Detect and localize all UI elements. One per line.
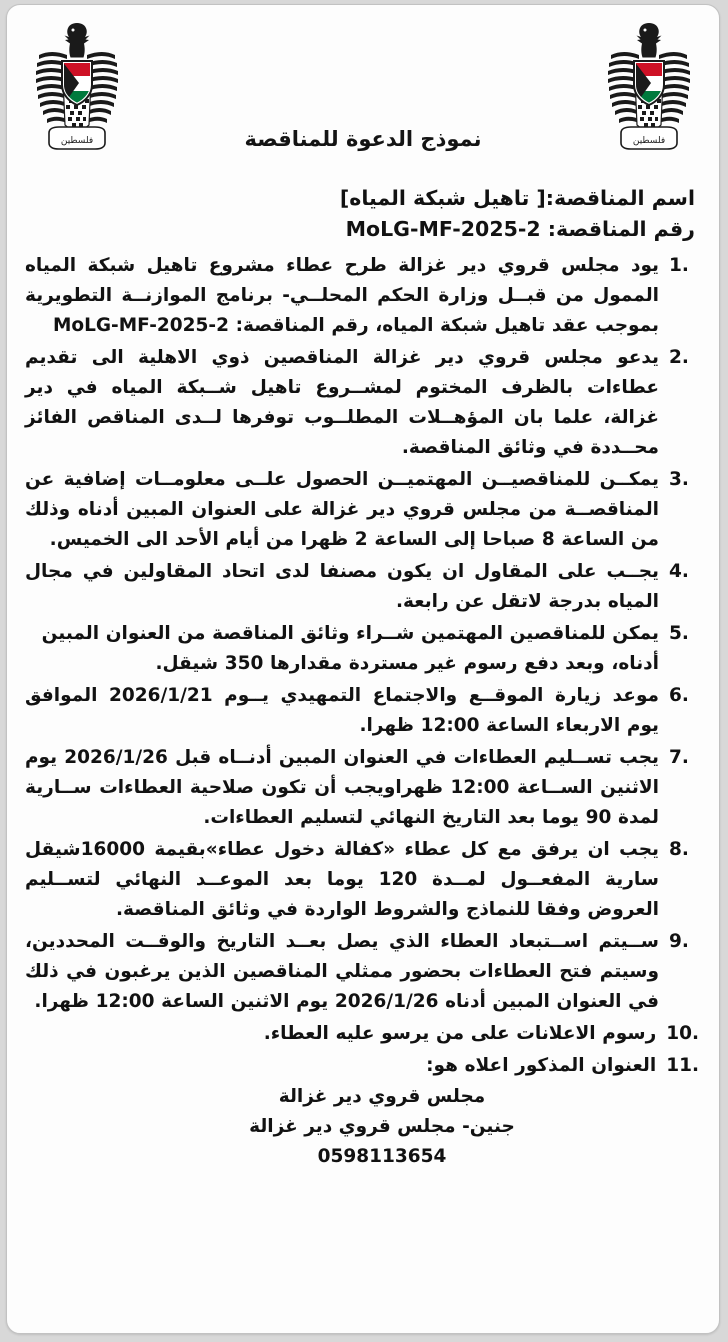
clause-text: موعد زيارة الموقــع والاجتماع التمهيدي يــوم 2026/1/21 الموافق يوم الاربعاء الساعة 12:00 ظهرا.	[25, 684, 659, 736]
contact-phone-number: 0598113654	[317, 1145, 447, 1167]
clause-item	[25, 1051, 699, 1081]
clause-number: 9.	[669, 930, 689, 952]
clause-text: رسوم الاعلانات على من يرسو عليه العطاء.	[263, 1022, 657, 1044]
tender-name-line: اسم المناقصة:[ تاهيل شبكة المياه]	[339, 186, 695, 210]
clause-item	[25, 251, 699, 341]
clause-text: يجــب على المقاول ان يكون مصنفا لدى اتحاد المقاولين في مجال المياه بدرجة لاتقل عن رابعة.	[25, 561, 659, 612]
clause-list	[25, 251, 699, 1171]
contact-address-block	[25, 1082, 699, 1171]
clause-item	[25, 465, 699, 555]
clause-number: 11.	[666, 1054, 699, 1076]
clause-item	[25, 557, 699, 617]
clause-item	[25, 619, 699, 679]
clause-number: 3.	[669, 469, 689, 491]
clause-text: يدعو مجلس قروي دير غزالة المناقصين ذوي الاهلية الى تقديم عطاءات بالظرف المختوم لمشــروع تاهيل شــبكة المياه في دير غزالة، علما بان المؤهــلات المطلــوب توفرها لــدى المناقص الفائز محــددة في وثائق المناقصة.	[25, 347, 659, 459]
clause-number: 7.	[669, 746, 689, 768]
address-city-council: جنين- مجلس قروي دير غزالة	[249, 1116, 515, 1138]
clause-number: 6.	[669, 684, 689, 706]
tender-number-line: رقم المناقصة: MoLG-MF-2025-2	[345, 217, 695, 242]
clause-item	[25, 681, 699, 741]
address-council-name: مجلس قروي دير غزالة	[278, 1086, 486, 1108]
tender-headline-block	[29, 183, 695, 245]
clause-number: 4.	[669, 561, 689, 582]
document-page	[6, 4, 720, 1334]
clause-item	[25, 343, 699, 463]
clause-number: 5.	[669, 622, 689, 644]
clause-number: 2.	[669, 347, 689, 369]
clause-item	[25, 927, 699, 1017]
clause-number: 8.	[669, 838, 689, 860]
clause-text: ســيتم اســتبعاد العطاء الذي يصل بعــد التاريخ والوقــت المحددين، وسيتم فتح العطاءات بحضور ممثلي المناقصين الذين يرغبون في ذلك في العنوان المبين أدناه 2026/1/26 يوم الاثنين الساعة 12:00 ظهرا.	[25, 930, 659, 1012]
clause-text: العنوان المذكور اعلاه هو:	[426, 1054, 657, 1076]
clause-item	[25, 835, 699, 925]
clause-number: 10.	[666, 1022, 699, 1044]
page-title: نموذج الدعوة للمناقصة	[244, 127, 482, 151]
document-header	[7, 5, 719, 183]
clause-text: يجب تســليم العطاءات في العنوان المبين أدنــاه قبل 2026/1/26 يوم الاثنين الســاعة 12:00 ظهراويجب أن تكون صلاحية العطاءات ســارية لمدة 90 يوما بعد التاريخ النهائي لتسليم العطاءات.	[25, 746, 659, 828]
svg-text:فلسطين: فلسطين	[632, 136, 666, 146]
clause-item	[25, 743, 699, 833]
clause-item	[25, 1019, 699, 1049]
clause-number: 1.	[669, 255, 689, 277]
clause-text: يجب ان يرفق مع كل عطاء «كفالة دخول عطاء»بقيمة 16000شيقل سارية المفعــول لمــدة 120 يوما بعد الموعــد النهائي لتســليم العروض وفقا للنماذج والشروط الواردة في وثائق المناقصة.	[25, 838, 659, 920]
clause-text: يمكن للمناقصين المهتمين شــراء وثائق المناقصة من العنوان المبين أدناه، وبعد دفع رسوم غير مستردة مقدارها 350 شيقل.	[41, 622, 659, 674]
clause-text: يمكــن للمناقصيــن المهتميــن الحصول علــى معلومــات إضافية عن المناقصــة من مجلس قروي دير غزالة على العنوان المبين أدناه وذلك من الساعة 8 صباحا إلى الساعة 2 ظهرا من أيام الأحد الى الخميس.	[25, 469, 659, 551]
clause-text: يود مجلس قروي دير غزالة طرح عطاء مشروع تاهيل شبكة المياه الممول من قبــل وزارة الحكم المحلــي- برنامج الموازنــة التطويرية بموجب عقد تاهيل شبكة المياه، رقم المناقصة: MoLG-MF-2025-2	[25, 255, 659, 337]
svg-text:فلسطين: فلسطين	[60, 136, 94, 146]
